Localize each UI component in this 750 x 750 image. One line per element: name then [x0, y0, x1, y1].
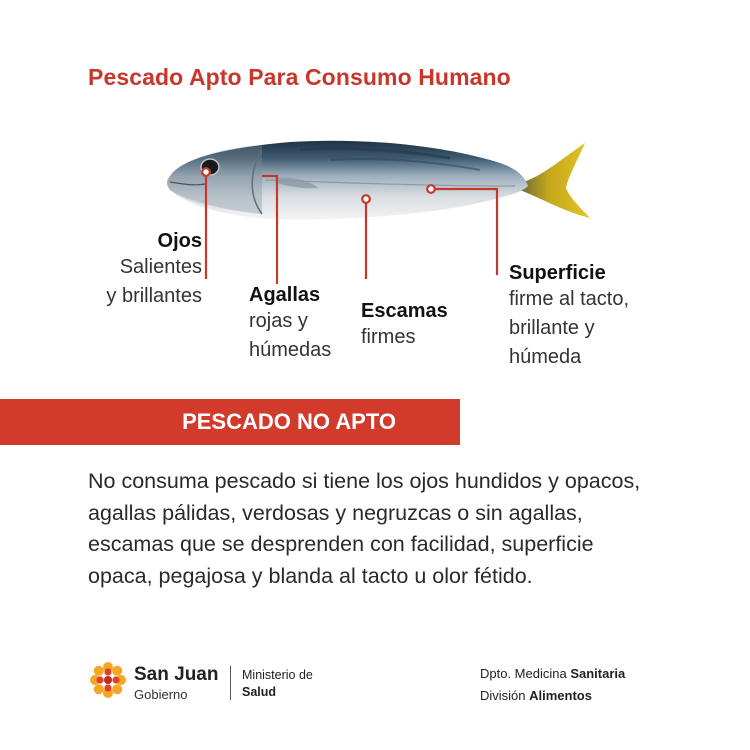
label-superficie-line2: brillante y	[509, 317, 595, 339]
warning-paragraph: No consuma pescado si tiene los ojos hundidos y opacos, agallas pálidas, verdosas y negruzcas o sin agallas, escamas que se desprenden con facilidad, superficie opaca, pegajosa y blanda al tacto u olor fétido.	[88, 469, 641, 588]
banner-no-apto	[0, 399, 460, 445]
label-ojos-line1: Salientes	[119, 256, 202, 278]
page-title: Pescado Apto Para Consumo Humano	[88, 64, 511, 90]
label-ojos-line2: y brillantes	[106, 285, 202, 307]
ministry-line2: Salud	[242, 685, 277, 699]
division-prefix: División	[480, 688, 526, 703]
division-name: Alimentos	[529, 688, 592, 703]
tail-fin	[520, 143, 590, 218]
sun-flower-logo-icon	[88, 660, 128, 700]
department-name: Sanitaria	[570, 666, 626, 681]
department-line1	[480, 666, 625, 681]
footer-divider	[230, 666, 231, 700]
label-escamas	[361, 300, 448, 352]
label-superficie-line3: húmeda	[509, 346, 582, 368]
label-superficie-line1: firme al tacto,	[509, 288, 630, 310]
brand-name: San Juan	[134, 664, 219, 685]
brand-subtitle: Gobierno	[134, 687, 188, 702]
ministry-line1: Ministerio de	[242, 668, 313, 682]
label-ojos	[106, 230, 202, 311]
label-escamas-heading: Escamas	[361, 300, 448, 322]
label-agallas-line1: rojas y	[249, 310, 308, 332]
label-superficie	[509, 262, 629, 372]
label-agallas-heading: Agallas	[249, 284, 321, 306]
label-superficie-heading: Superficie	[509, 262, 606, 284]
department-prefix: Dpto. Medicina	[480, 666, 567, 681]
division-line	[480, 688, 592, 703]
label-ojos-heading: Ojos	[157, 230, 202, 252]
banner-text: PESCADO NO APTO	[182, 409, 396, 434]
label-escamas-line1: firmes	[361, 326, 416, 348]
label-agallas-line2: húmedas	[249, 339, 332, 361]
label-agallas	[249, 284, 331, 365]
